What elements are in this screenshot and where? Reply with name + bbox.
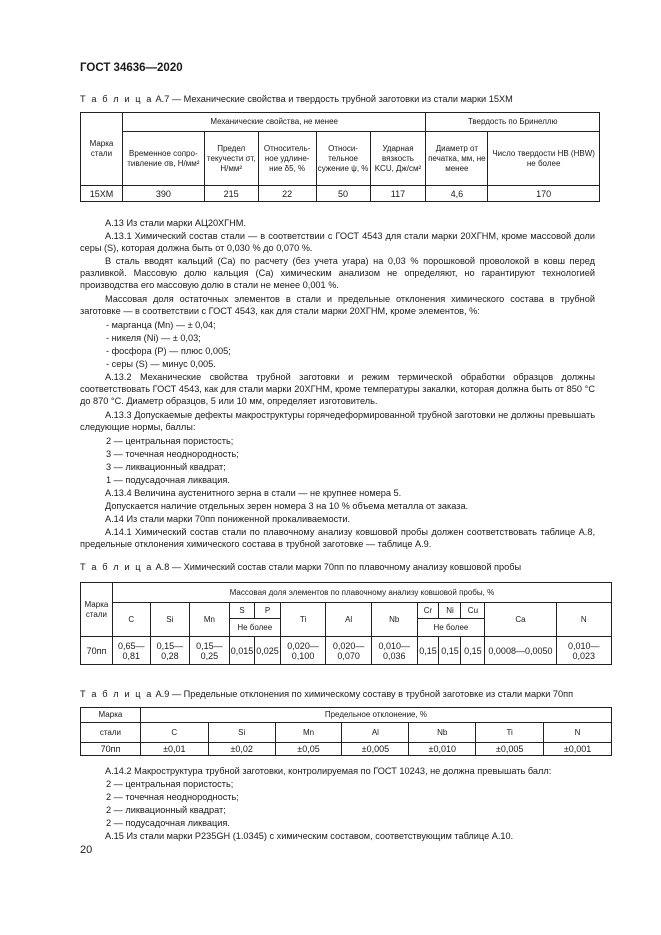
col-impact: Ударная вязкость KCU, Дж/см²: [370, 132, 426, 186]
table-a8: [80, 582, 612, 665]
not-more-label: Не более: [417, 619, 485, 637]
cell: 70пп: [81, 743, 141, 756]
cell: 0,025: [255, 637, 281, 665]
list-item: 2 — центральная пористость;: [106, 436, 234, 446]
paragraph: А.13 Из стали марки АЦ20ХГНМ.: [105, 218, 247, 228]
list-item: 3 — точечная неоднородность;: [106, 449, 239, 459]
paragraph: А.13.1 Химический состав стали — в соответствии с ГОСТ 4543 для стали марки 20ХГНМ, кроме массовой доли серы (S), которая должна быть от 0,030 % до 0,070 %.: [80, 231, 595, 254]
table-row: [81, 637, 612, 665]
cell: 0,65—0,81: [112, 637, 150, 665]
list-item: 1 — подусадочная ликвация.: [106, 475, 230, 485]
cell: 0,15: [417, 637, 439, 665]
list-item: - серы (S) — минус 0,005.: [106, 359, 216, 369]
cell: 0,15: [439, 637, 461, 665]
cell: 50: [316, 186, 370, 202]
mass-header: Массовая доля элементов по плавочному анализу ковшовой пробы, %: [112, 583, 611, 603]
element-header: Nb: [409, 723, 476, 743]
cell: 22: [258, 186, 316, 202]
col-reduction: Относи-тельное сужение ψ, %: [316, 132, 370, 186]
paragraph: Допускается наличие отдельных зерен номера 3 на 10 % объема металла от заказа.: [105, 501, 469, 511]
caption-text: А.7 — Механические свойства и твердость трубной заготовки из стали марки 15ХМ: [155, 94, 513, 104]
table-row: [81, 186, 600, 202]
paragraph: Массовая доля остаточных элементов в стали и предельные отклонения химического состава в трубной заготовке — в соответствии с ГОСТ 4543, как для стали марки 20ХГНМ, кроме элементов, %:: [80, 294, 595, 317]
cell: 0,015: [229, 637, 255, 665]
col-tensile: Временное сопро-тивление σв, Н/мм²: [122, 132, 204, 186]
table-a9: [80, 707, 612, 756]
col-diameter: Диаметр от печатка, мм, не менее: [426, 132, 488, 186]
caption-text: А.8 — Химический состав стали марки 70пп по плавочному анализу ковшовой пробы: [155, 562, 522, 572]
cell: ±0,005: [342, 743, 409, 756]
table-a7: [80, 112, 600, 202]
cell: ±0,05: [275, 743, 342, 756]
paragraph: А.13.2 Механические свойства трубной заготовки и режим термической обработки образцов должны соответствовать ГОСТ 4543, как для стали марки 20ХГНМ, кроме температуры закалки, которая должна быть от 850 °С до 870 °С. Диаметр образцов, 5 или 10 мм, определяет изготовитель.: [80, 372, 595, 407]
list-item: 2 — ликвационный квадрат;: [106, 805, 226, 815]
paragraph: А.14.1 Химический состав стали по плавочному анализу ковшовой пробы должен соответствовать таблице А.8, предельные отклонения химического состава в трубной заготовке — таблице А.9.: [80, 527, 595, 550]
element-header: C: [140, 723, 208, 743]
paragraph: А.13.3 Допускаемые дефекты макроструктуры горячедеформированной трубной заготовки не должны превышать следующие нормы, баллы:: [80, 410, 595, 433]
col-hb: Число твердости HB (HBW) не более: [488, 132, 600, 186]
list-item: - фосфора (Р) — плюс 0,005;: [106, 346, 231, 356]
col-yield: Предел текучести σт, Н/мм²: [204, 132, 258, 186]
element-header: Mn: [275, 723, 342, 743]
element-header: Al: [342, 723, 409, 743]
cell: ±0,001: [544, 743, 612, 756]
element-header: Si: [208, 723, 275, 743]
cell: 170: [488, 186, 600, 202]
cell: 117: [370, 186, 426, 202]
element-header: Al: [326, 603, 372, 637]
list-item: - никеля (Ni) — ± 0,03;: [106, 333, 201, 343]
grade-header: Марка стали: [81, 113, 123, 186]
paragraph: В сталь вводят кальций (Са) по расчету (без учета угара) на 0,03 % порошковой проволокой в ковш перед разливкой. Массовую долю кальция (Са) химическим анализом не определяют, но гарантируют технологией производства его массовую долю в стали не менее 0,001 %.: [80, 256, 595, 291]
element-header: Nb: [371, 603, 417, 637]
table-row: [81, 743, 612, 756]
page-number: 20: [80, 844, 93, 856]
hardness-header: Твердость по Бринеллю: [426, 113, 600, 132]
caption-prefix: Т а б л и ц а: [80, 94, 153, 104]
element-header: Mn: [190, 603, 230, 637]
cell: 0,020—0,100: [280, 637, 326, 665]
table-a7-caption: [80, 94, 513, 104]
paragraph: А.13.4 Величина аустенитного зерна в стали — не крупнее номера 5.: [105, 488, 402, 498]
cell: 0,010—0,023: [556, 637, 611, 665]
grade-header: Марка: [81, 708, 141, 723]
cell: 0,0008—0,0050: [485, 637, 556, 665]
element-header: N: [556, 603, 611, 637]
list-item: - марганца (Mn) — ± 0,04;: [106, 320, 216, 330]
grade-header: Марка стали: [81, 583, 113, 637]
table-a9-caption: [80, 689, 573, 699]
caption-prefix: Т а б л и ц а: [80, 562, 153, 572]
cell: 0,15—0,28: [150, 637, 190, 665]
table-a8-caption: [80, 562, 521, 572]
element-header: Si: [150, 603, 190, 637]
element-header: Ca: [485, 603, 556, 637]
mech-header: Механические свойства, не менее: [122, 113, 425, 132]
cell: ±0,01: [140, 743, 208, 756]
cell: 15ХМ: [81, 186, 123, 202]
cell: 0,15: [461, 637, 485, 665]
element-header: Cu: [461, 603, 485, 619]
document-header: ГОСТ 34636—2020: [80, 62, 183, 74]
cell: 70пп: [81, 637, 113, 665]
element-header: Cr: [417, 603, 439, 619]
paragraph: А.14.2 Макроструктура трубной заготовки, контролируемая по ГОСТ 10243, не должна превышать балл:: [105, 766, 552, 776]
list-item: 3 — ликвационный квадрат;: [106, 462, 226, 472]
element-header: Ni: [439, 603, 461, 619]
element-header: P: [255, 603, 281, 619]
element-header: S: [229, 603, 255, 619]
caption-prefix: Т а б л и ц а: [80, 689, 153, 699]
cell: 390: [122, 186, 204, 202]
cell: ±0,005: [476, 743, 544, 756]
element-header: N: [544, 723, 612, 743]
element-header: C: [112, 603, 150, 637]
cell: ±0,010: [409, 743, 476, 756]
grade-header: стали: [81, 723, 141, 743]
cell: 0,010—0,036: [371, 637, 417, 665]
col-elongation: Относитель-ное удлине-ние δ5, %: [258, 132, 316, 186]
list-item: 2 — точечная неоднородность;: [106, 792, 239, 802]
cell: ±0,02: [208, 743, 275, 756]
element-header: Ti: [280, 603, 326, 637]
deviation-header: Предельное отклонение, %: [140, 708, 611, 723]
paragraph: А.15 Из стали марки P235GH (1.0345) с химическим составом, соответствующим таблице А.10.: [105, 831, 514, 841]
cell: 4,6: [426, 186, 488, 202]
not-more-label: Не более: [229, 619, 280, 637]
list-item: 2 — центральная пористость;: [106, 779, 234, 789]
list-item: 2 — подусадочная ликвация.: [106, 818, 230, 828]
cell: 0,15—0,25: [190, 637, 230, 665]
caption-text: А.9 — Предельные отклонения по химическому составу в трубной заготовке из стали марки 70пп: [155, 689, 574, 699]
element-header: Ti: [476, 723, 544, 743]
cell: 215: [204, 186, 258, 202]
paragraph: А.14 Из стали марки 70пп пониженной прокаливаемости.: [105, 514, 351, 524]
cell: 0,020—0,070: [326, 637, 372, 665]
